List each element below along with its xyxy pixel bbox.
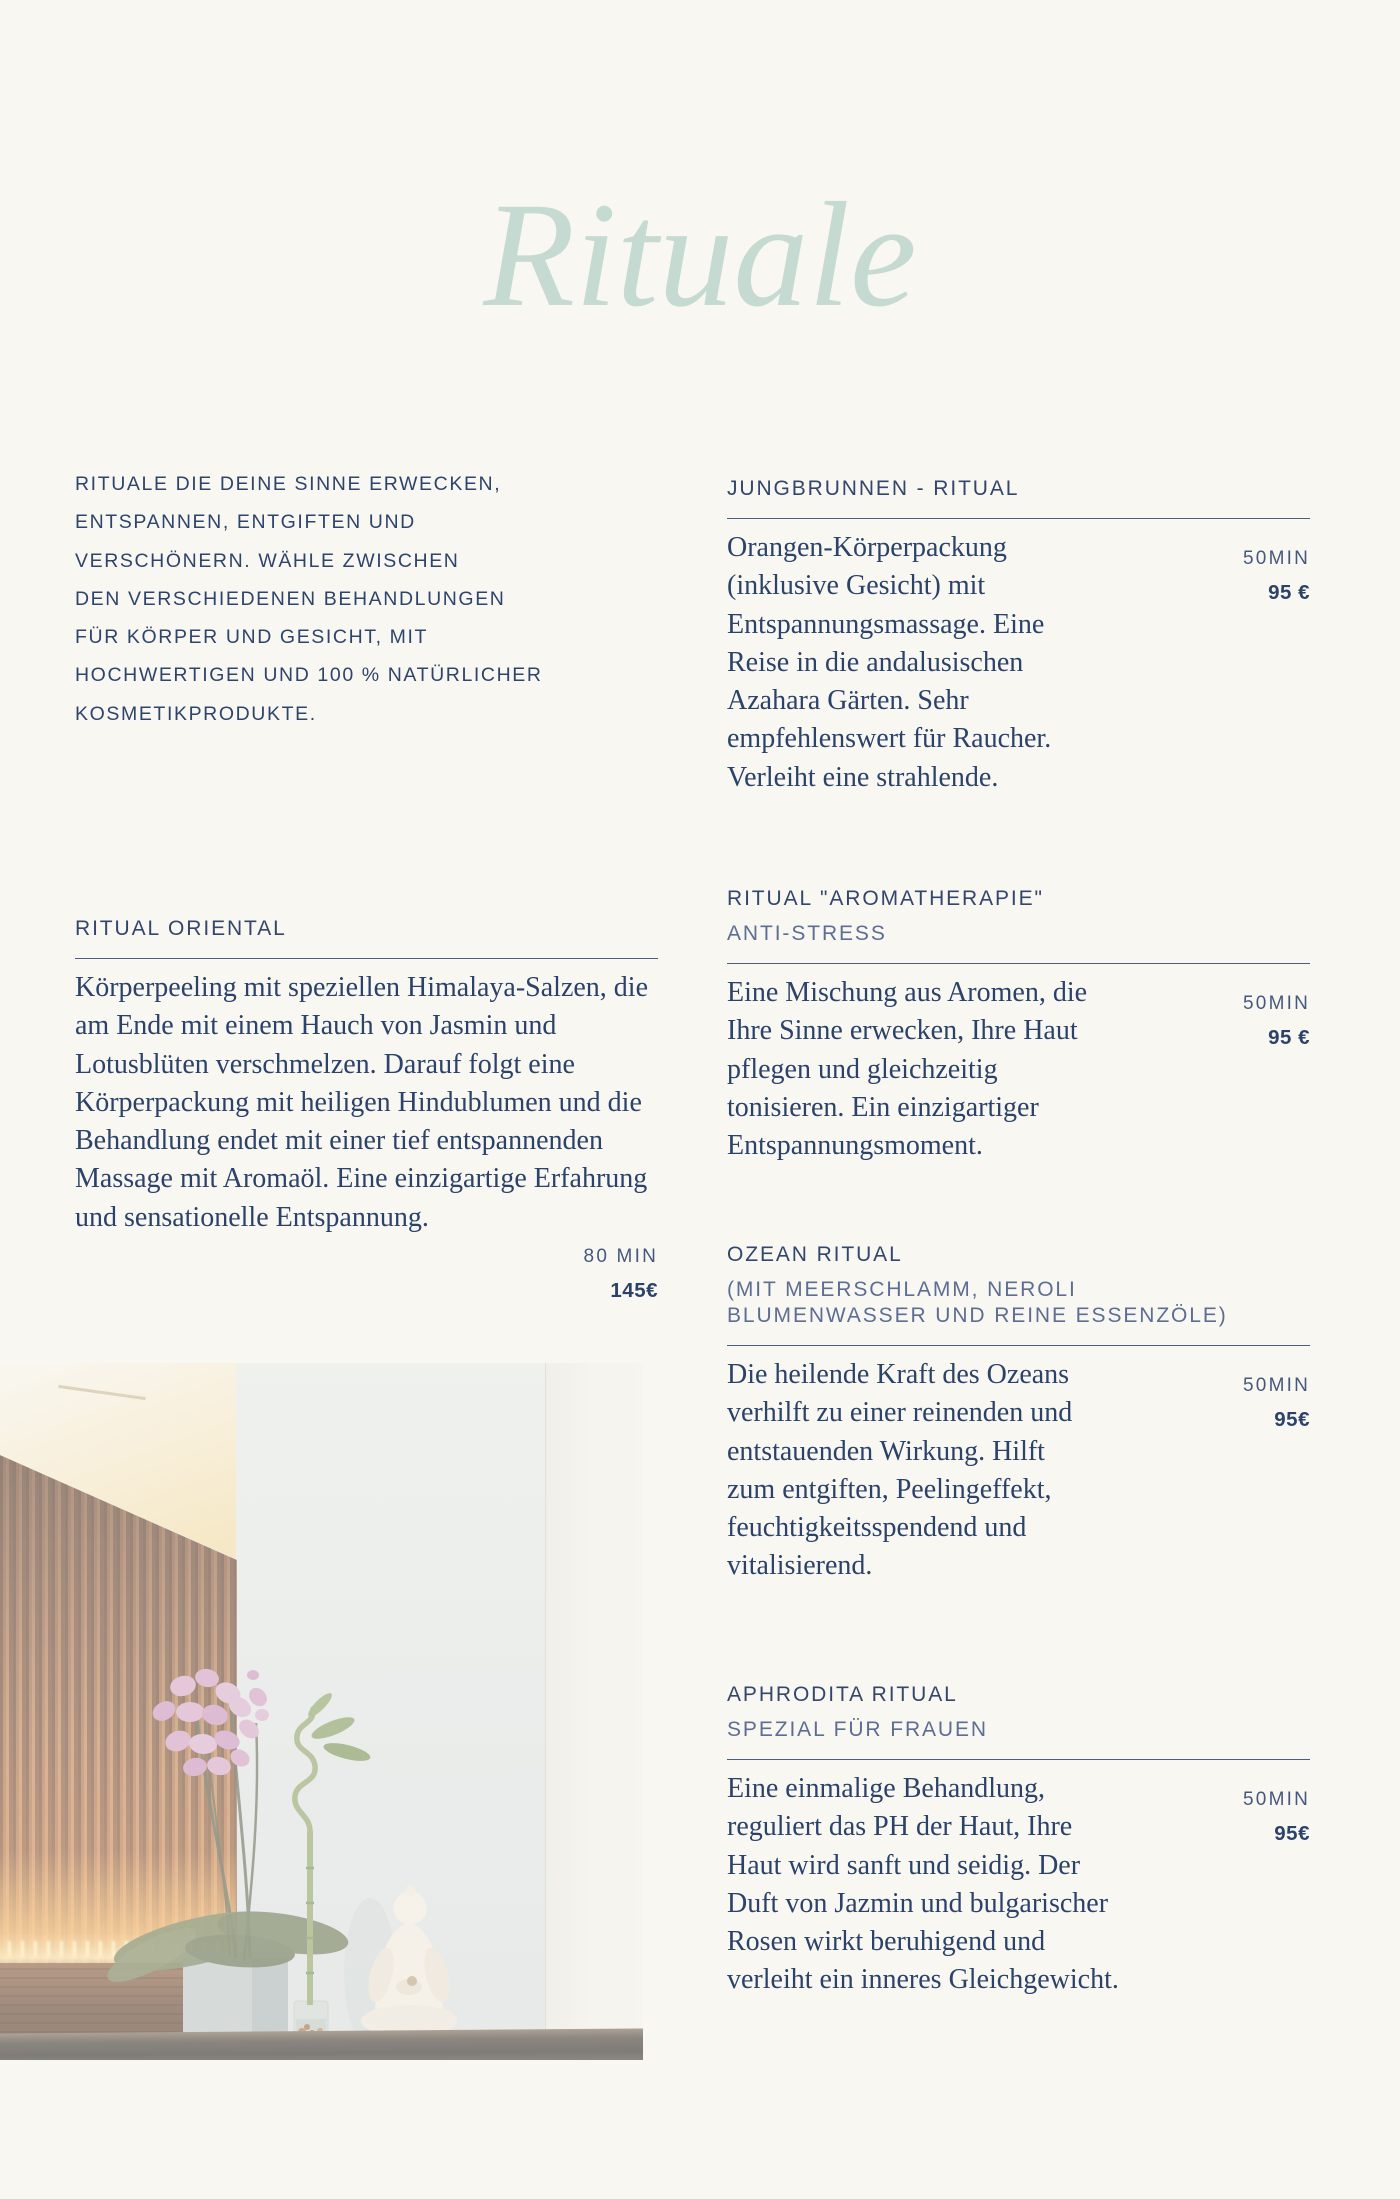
price-label: 95 € (1268, 581, 1310, 604)
section-meta (1243, 987, 1310, 1055)
section-meta (1243, 542, 1310, 610)
subheading-line: BLUMENWASSER UND REINE ESSENZÖLE) (727, 1304, 1228, 1327)
duration-label: 50MIN (1243, 993, 1310, 1014)
price-label: 95 € (1268, 1026, 1310, 1049)
intro-line: DEN VERSCHIEDENEN BEHANDLUNGEN (75, 587, 506, 610)
intro-line: ENTSPANNEN, ENTGIFTEN UND (75, 511, 416, 534)
heading-rule (727, 518, 1310, 519)
section-ozean (727, 1236, 1310, 1586)
section-heading: JUNGBRUNNEN - RITUAL (727, 477, 1020, 500)
duration-label: 50MIN (1243, 1789, 1310, 1810)
duration-label: 80 MIN (583, 1246, 658, 1267)
section-meta (1243, 1783, 1310, 1851)
intro-line: HOCHWERTIGEN UND 100 % NATÜRLICHER (75, 664, 543, 687)
heading-rule (727, 963, 1310, 964)
section-aromatherapie (727, 880, 1310, 1165)
intro-line: VERSCHÖNERN. WÄHLE ZWISCHEN (75, 549, 460, 572)
subheading-line: (MIT MEERSCHLAMM, NEROLI (727, 1278, 1077, 1301)
heading-rule (75, 958, 658, 959)
section-body: Eine Mischung aus Aromen, die Ihre Sinne erwecken, Ihre Haut pflegen und gleichzeitig tonisieren. Ein einzigartiger Entspannungsmoment. (727, 977, 1088, 1162)
section-body: Die heilende Kraft des Ozeans verhilft zu einer reinenden und entstauenden Wirkung. Hilft zum entgiften, Peelingeffekt, feuchtigkeitsspendend und vitalisierend. (727, 1359, 1073, 1582)
spa-photo (0, 1363, 643, 2060)
section-oriental (75, 910, 658, 1302)
section-aphrodita (727, 1676, 1310, 2000)
section-heading: OZEAN RITUAL (727, 1243, 903, 1266)
section-body: Orangen-Körperpackung (inklusive Gesicht) mit Entspannungsmassage. Eine Reise in die andalusischen Azahara Gärten. Sehr empfehlenswert für Raucher. Verleiht eine strahlende. (727, 532, 1052, 793)
section-heading: RITUAL ORIENTAL (75, 917, 287, 940)
section-meta (584, 1240, 658, 1308)
section-body: Eine einmalige Behandlung, reguliert das PH der Haut, Ihre Haut wird sanft und seidig. Der Duft von Jazmin und bulgarischer Rosen wirkt beruhigend und verleiht ein inneres Gleichgewicht. (727, 1773, 1119, 1996)
section-subheading (727, 1277, 1310, 1329)
intro-line: KOSMETIKPRODUKTE. (75, 702, 317, 725)
section-meta (1243, 1369, 1310, 1437)
section-body: Körperpeeling mit speziellen Himalaya-Salzen, die am Ende mit einem Hauch von Jasmin und Lotusblüten verschmelzen. Darauf folgt eine Körperpackung mit heiligen Hindublumen und die Behandlung endet mit einer tief entspannenden Massage mit Aromaöl. Eine einzigartige Erfahrung und sensationelle Entspannung. (75, 972, 649, 1233)
heading-rule (727, 1345, 1310, 1346)
photo-wash-overlay (0, 1363, 643, 2060)
duration-label: 50MIN (1243, 1375, 1310, 1396)
intro-text (75, 465, 680, 733)
heading-rule (727, 1759, 1310, 1760)
duration-label: 50MIN (1243, 548, 1310, 569)
intro-line: FÜR KÖRPER UND GESICHT, MIT (75, 626, 429, 649)
section-heading: APHRODITA RITUAL (727, 1683, 958, 1706)
section-subheading: SPEZIAL FÜR FRAUEN (727, 1718, 988, 1741)
intro-line: RITUALE DIE DEINE SINNE ERWECKEN, (75, 473, 502, 495)
section-subheading: ANTI-STRESS (727, 922, 887, 945)
price-label: 95€ (1274, 1408, 1310, 1431)
price-label: 145€ (610, 1279, 658, 1302)
price-label: 95€ (1274, 1822, 1310, 1845)
page-title: Rituale (483, 172, 917, 338)
section-heading: RITUAL "AROMATHERAPIE" (727, 887, 1044, 910)
section-jungbrunnen (727, 470, 1310, 797)
